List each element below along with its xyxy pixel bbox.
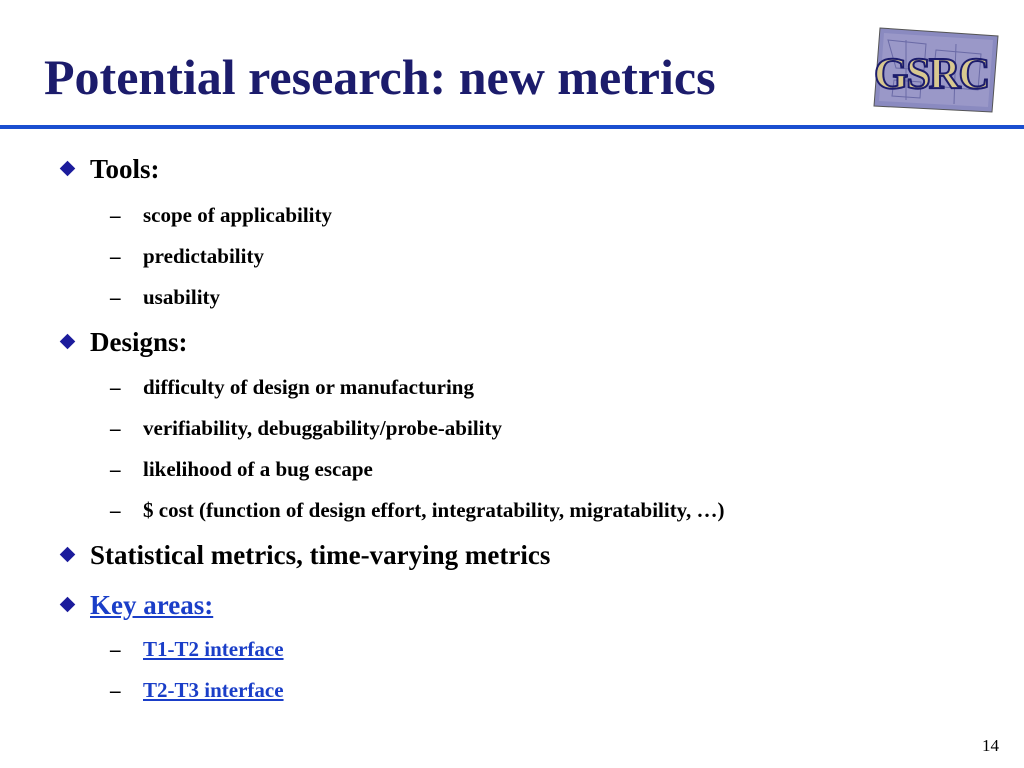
sub-bullet: – $ cost (function of design effort, integratability, migratability, …) bbox=[110, 498, 725, 522]
svg-text:GSRC: GSRC bbox=[874, 49, 989, 98]
bullet-key-areas bbox=[62, 590, 213, 621]
slide-title: Potential research: new metrics bbox=[44, 49, 716, 105]
key-areas-link[interactable]: Key areas: bbox=[90, 590, 214, 620]
title-divider bbox=[0, 125, 1024, 129]
sub-bullet: – verifiability, debuggability/probe-ability bbox=[110, 416, 502, 440]
sub-bullet: – T1-T2 interface bbox=[110, 637, 284, 661]
bullet-statistical-metrics: Statistical metrics, time-varying metrics bbox=[62, 540, 550, 571]
sub-bullet: – usability bbox=[110, 285, 221, 309]
gsrc-logo bbox=[866, 20, 1004, 120]
sub-bullet: – likelihood of a bug escape bbox=[110, 457, 373, 481]
sub-bullet: – predictability bbox=[110, 244, 264, 268]
sub-bullet: – T2-T3 interface bbox=[110, 678, 284, 702]
t1-t2-interface-link[interactable]: T1-T2 interface bbox=[143, 637, 284, 661]
bullet-designs: Designs: bbox=[62, 327, 188, 358]
sub-bullet: – scope of applicability bbox=[110, 203, 333, 227]
bullet-tools: Tools: bbox=[62, 154, 160, 185]
diamond-bullet-icon bbox=[60, 547, 76, 563]
diamond-bullet-icon bbox=[60, 334, 76, 350]
diamond-bullet-icon bbox=[60, 597, 76, 613]
sub-bullet: – difficulty of design or manufacturing bbox=[110, 375, 474, 399]
t2-t3-interface-link[interactable]: T2-T3 interface bbox=[143, 678, 284, 702]
page-number: 14 bbox=[982, 736, 999, 755]
diamond-bullet-icon bbox=[60, 161, 76, 177]
